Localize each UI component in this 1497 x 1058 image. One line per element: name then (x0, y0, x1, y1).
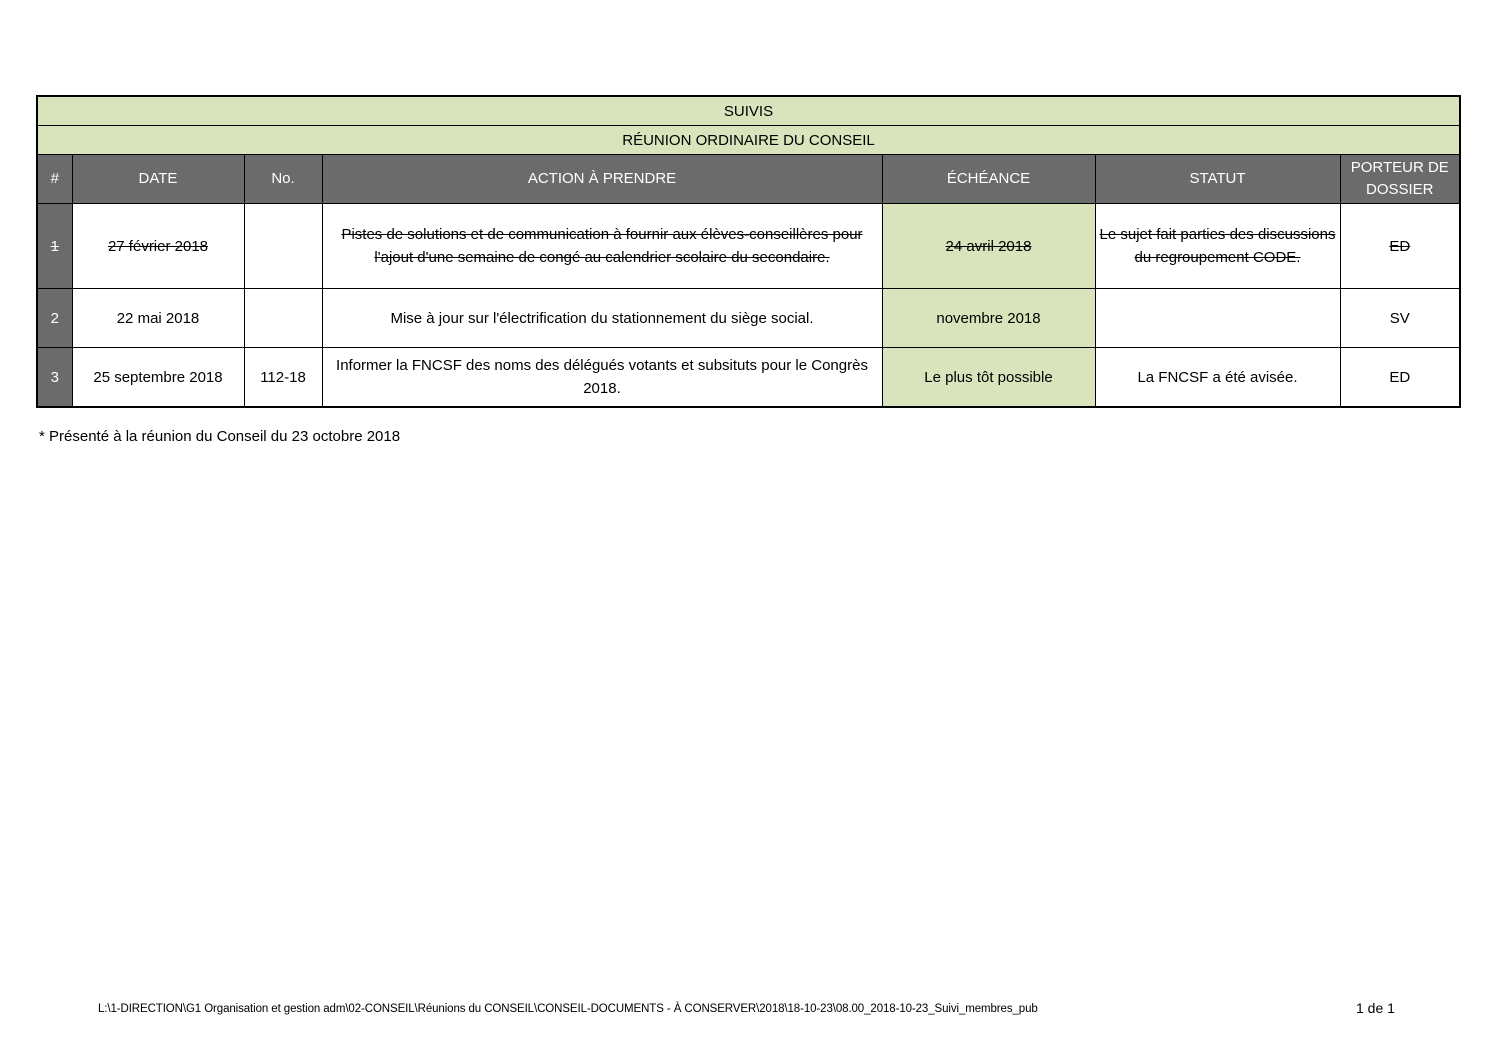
column-header-deadline: ÉCHÉANCE (882, 155, 1095, 204)
row-owner: ED (1389, 237, 1411, 255)
footnote: * Présenté à la réunion du Conseil du 23 octobre 2018 (39, 428, 401, 445)
date-cell (72, 204, 244, 289)
column-header-action: ACTION À PRENDRE (322, 155, 882, 204)
row-date: 22 mai 2018 (72, 289, 244, 348)
row-status: La FNCSF a été avisée. (1095, 348, 1340, 408)
row-action: Pistes de solutions et de communication à fournir aux élèves-conseillères pour l'ajout d'une semaine de congé au calendrier scolaire du secondaire. (341, 226, 863, 266)
no-cell (244, 204, 322, 289)
row-status: Le sujet fait parties des discussions du regroupement CODE. (1099, 226, 1336, 266)
column-header-owner: PORTEUR DE DOSSIER (1340, 155, 1460, 204)
table-row (37, 348, 1460, 408)
owner-cell (1340, 204, 1460, 289)
footer-file-path: L:\1-DIRECTION\G1 Organisation et gestion adm\02-CONSEIL\Réunions du CONSEIL\CONSEIL-DOCUMENTS - À CONSERVER\2018\18-10-23\08.00_2018-10-23_Suivi_membres_pub (98, 1003, 1038, 1015)
action-cell (322, 204, 882, 289)
row-deadline: novembre 2018 (882, 289, 1095, 348)
table-title: SUIVIS (37, 96, 1460, 126)
column-header-number: # (37, 155, 72, 204)
table-subtitle: RÉUNION ORDINAIRE DU CONSEIL (37, 126, 1460, 155)
table-row (37, 289, 1460, 348)
row-date: 25 septembre 2018 (72, 348, 244, 408)
row-owner: SV (1340, 289, 1460, 348)
table-title-row (37, 96, 1460, 126)
row-number: 3 (37, 348, 72, 408)
footer-page-number: 1 de 1 (1356, 1000, 1395, 1016)
row-number: 1 (50, 237, 59, 255)
row-no: 112-18 (244, 348, 322, 408)
row-status (1095, 289, 1340, 348)
row-number-cell (37, 204, 72, 289)
column-header-status: STATUT (1095, 155, 1340, 204)
row-number: 2 (37, 289, 72, 348)
row-action: Informer la FNCSF des noms des délégués votants et subsituts pour le Congrès 2018. (322, 348, 882, 408)
row-owner: ED (1340, 348, 1460, 408)
status-cell (1095, 204, 1340, 289)
row-date: 27 février 2018 (107, 237, 209, 255)
deadline-cell (882, 204, 1095, 289)
table-subtitle-row (37, 126, 1460, 155)
column-header-date: DATE (72, 155, 244, 204)
tracking-table (36, 95, 1461, 408)
row-action: Mise à jour sur l'électrification du stationnement du siège social. (322, 289, 882, 348)
row-no (244, 289, 322, 348)
table-row (37, 204, 1460, 289)
column-header-row (37, 155, 1460, 204)
row-deadline: Le plus tôt possible (882, 348, 1095, 408)
column-header-no: No. (244, 155, 322, 204)
row-deadline: 24 avril 2018 (945, 237, 1032, 255)
